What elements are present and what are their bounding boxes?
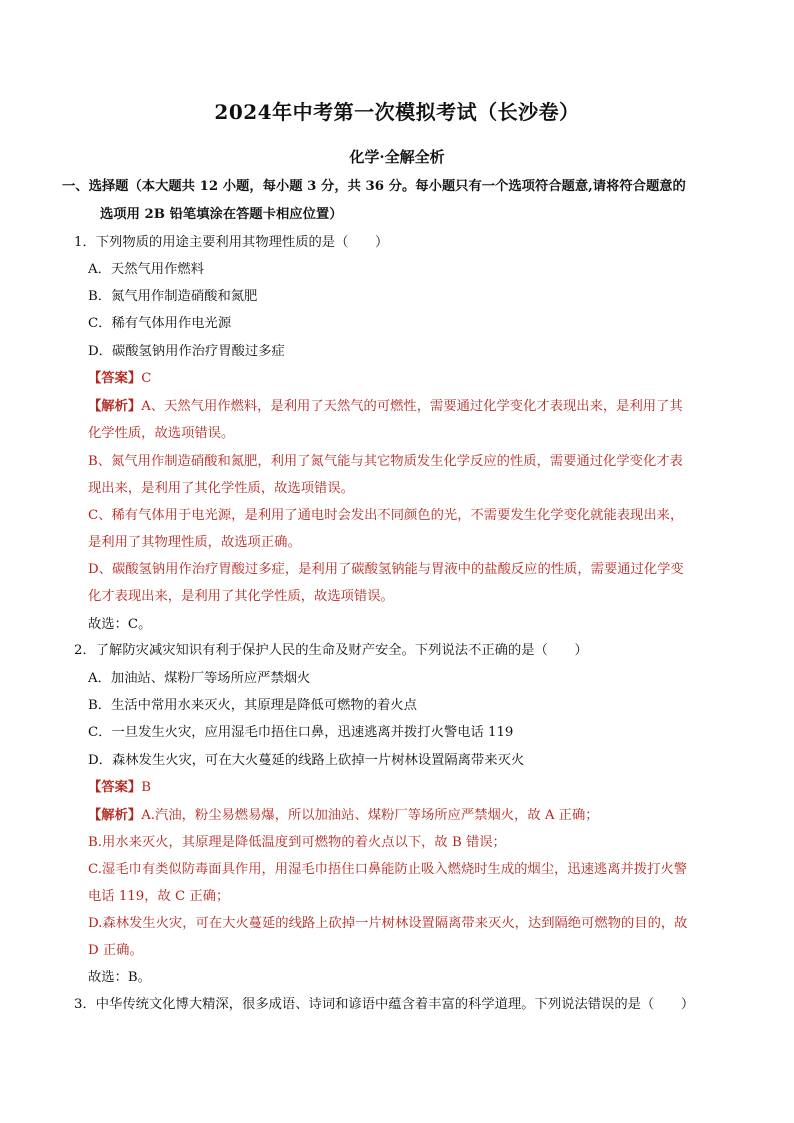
- q1-analysis-line-6: 是利用了其物理性质，故选项正确。: [88, 535, 301, 550]
- q1-analysis-line-4: 现出来，是利用了其化学性质，故选项错误。: [88, 481, 354, 496]
- q1-option-d: D．碳酸氢钠用作治疗胃酸过多症: [88, 344, 285, 359]
- q2-analysis-line-1: [88, 806, 599, 826]
- q2-option-b: B．生活中常用水来灭火，其原理是降低可燃物的着火点: [88, 698, 417, 713]
- q1-answer-value: C: [141, 371, 152, 386]
- q1-analysis-text: A、天然气用作燃料，是利用了天然气的可燃性，需要通过化学变化才表现出来，是利用了其: [141, 399, 683, 414]
- q3-stem: 3．中华传统文化博大精深，很多成语、诗词和谚语中蕴含着丰富的科学道理。下列说法错误的是（ ）: [74, 997, 695, 1012]
- q2-option-c: C．一旦发生火灾，应用湿毛巾捂住口鼻，迅速逃离并拨打火警电话 119: [88, 725, 514, 740]
- q1-analysis-line-3: B、氮气用作制造硝酸和氮肥，利用了氮气能与其它物质发生化学反应的性质，需要通过化学变化才表: [88, 454, 683, 469]
- q1-answer: [88, 369, 151, 389]
- section-heading-line-1: 一、选择题（本大题共 12 小题，每小题 3 分，共 36 分。每小题只有一个选项符合题意,请将符合题意的: [62, 179, 686, 194]
- q1-analysis-line-5: C、稀有气体用于电光源，是利用了通电时会发出不同颜色的光，不需要发生化学变化就能表现出来，: [88, 508, 684, 523]
- q2-option-a: A．加油站、煤粉厂等场所应严禁烟火: [88, 671, 311, 686]
- q1-conclusion: 故选：C。: [88, 617, 152, 632]
- q2-option-d: D．森林发生火灾，可在大火蔓延的线路上砍掉一片树林设置隔离带来灭火: [88, 753, 525, 768]
- q2-analysis-line-5: D.森林发生火灾，可在大火蔓延的线路上砍掉一片树林设置隔离带来灭火，达到隔绝可燃物的目的，故: [88, 916, 688, 931]
- q2-analysis-line-3: C.湿毛巾有类似防毒面具作用，用湿毛巾捂住口鼻能防止吸入燃烧时生成的烟尘，迅速逃离并拨打火警: [88, 862, 687, 877]
- q2-stem: 2．了解防灾减灾知识有利于保护人民的生命及财产安全。下列说法不正确的是（ ）: [74, 643, 588, 658]
- q2-conclusion: 故选：B。: [88, 970, 151, 985]
- q2-analysis-text: A.汽油，粉尘易燃易爆，所以加油站、煤粉厂等场所应严禁烟火，故 A 正确；: [141, 808, 599, 823]
- q1-stem: 1．下列物质的用途主要利用其物理性质的是（ ）: [74, 235, 389, 250]
- q1-analysis-line-2: 化学性质，故选项错误。: [88, 426, 235, 441]
- q2-analysis-line-2: B.用水来灭火，其原理是降低温度到可燃物的着火点以下，故 B 错误；: [88, 835, 506, 850]
- section-heading-line-2: 选项用 2B 铅笔填涂在答题卡相应位置）: [100, 207, 343, 222]
- q1-option-c: C．稀有气体用作电光源: [88, 316, 232, 331]
- q1-analysis-line-8: 化才表现出来，是利用了其化学性质，故选项错误。: [88, 589, 394, 604]
- page-subtitle: 化学·全解全析: [349, 148, 445, 166]
- q2-analysis-line-4: 电话 119，故 C 正确；: [88, 889, 230, 904]
- q1-analysis-line-1: [88, 397, 683, 417]
- q1-analysis-line-7: D、碳酸氢钠用作治疗胃酸过多症，是利用了碳酸氢钠能与胃液中的盐酸反应的性质，需要通过化学变: [88, 562, 684, 577]
- q2-analysis-tag: 【解析】: [88, 808, 142, 823]
- q2-analysis-line-6: D 正确。: [88, 943, 143, 958]
- q2-answer-tag: 【答案】: [88, 780, 142, 795]
- q1-answer-tag: 【答案】: [88, 371, 142, 386]
- q1-analysis-tag: 【解析】: [88, 399, 142, 414]
- q2-answer-value: B: [141, 780, 151, 795]
- q1-option-b: B．氮气用作制造硝酸和氮肥: [88, 289, 258, 304]
- page-title: 2024年中考第一次模拟考试（长沙卷）: [214, 100, 580, 124]
- q2-answer: [88, 778, 151, 798]
- q1-option-a: A．天然气用作燃料: [88, 262, 204, 277]
